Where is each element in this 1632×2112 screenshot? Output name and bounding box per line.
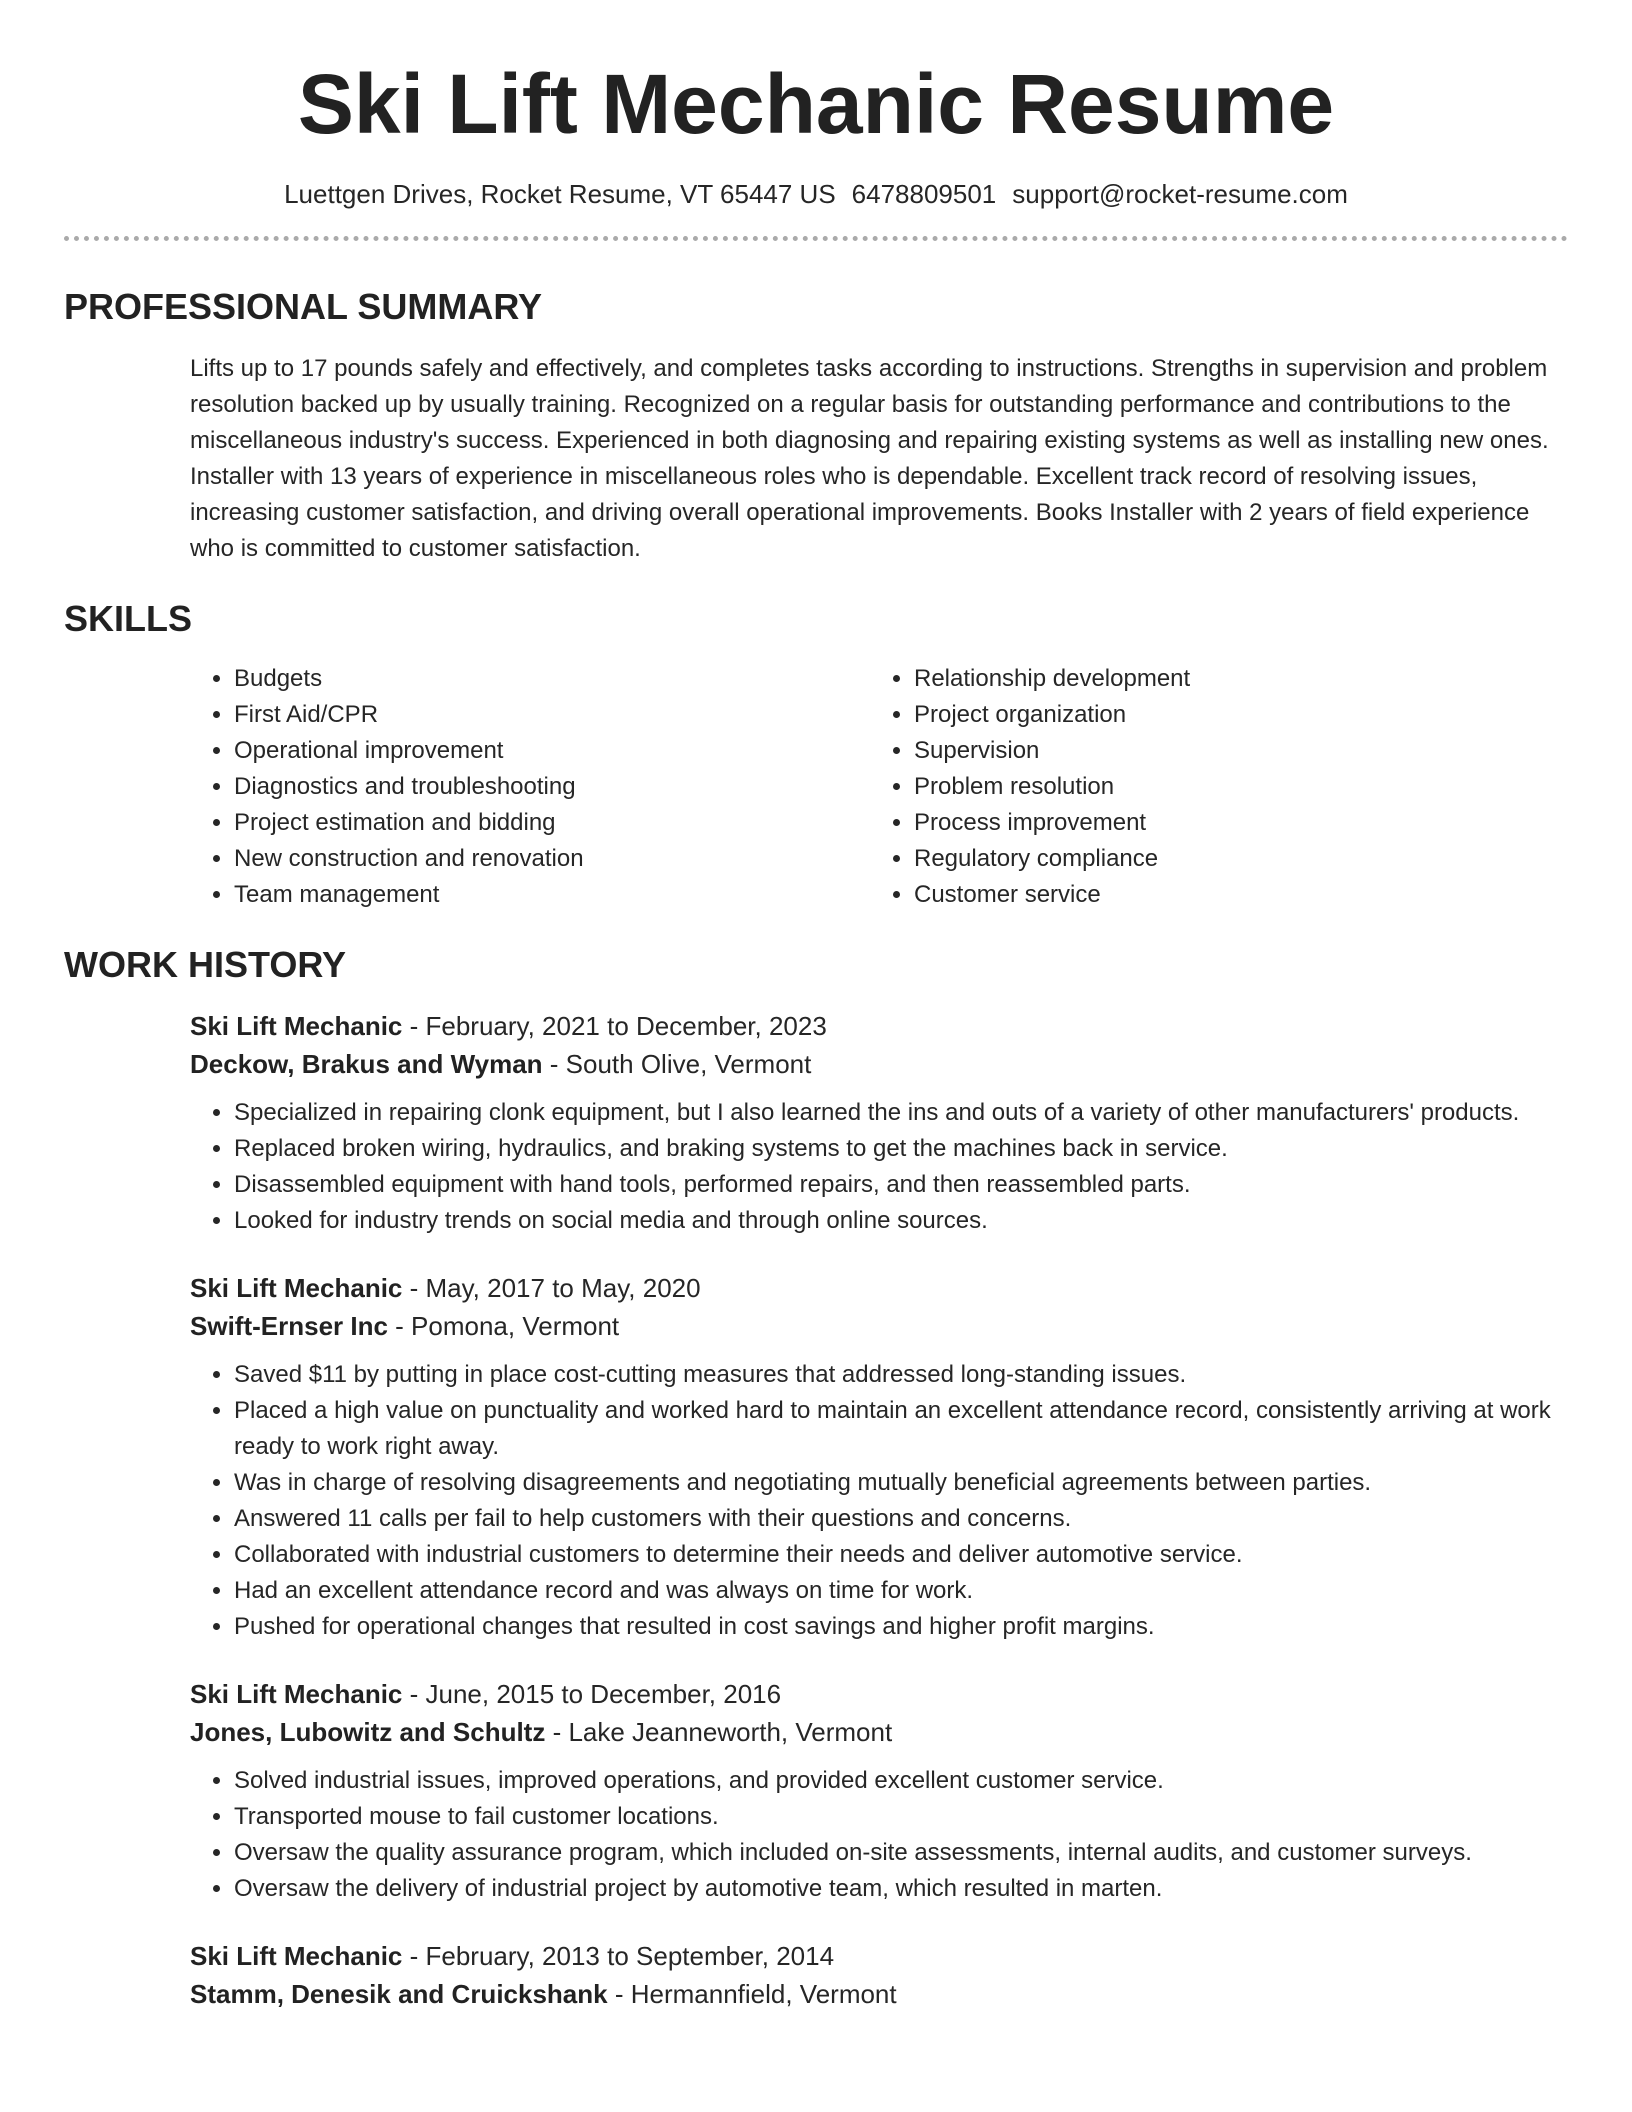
summary-text: Lifts up to 17 pounds safely and effectively, and completes tasks according to instructions. Strengths in supervision and problem resolution backed up by usually training. Recognized on a regular basis for outstanding performance and contributions to the miscellaneous industry's success. Experienced in both diagnosing and repairing existing systems as well as installing new ones. Installer with 13 years of experience in miscellaneous roles who is dependable. Excellent track record of resolving issues, increasing customer satisfaction, and driving overall operational improvements. Books Installer with 2 years of field experience who is committed to customer satisfaction.: [190, 355, 1549, 562]
skill-item: • First Aid/CPR: [234, 697, 870, 733]
job-dates: - May, 2017 to May, 2020: [402, 1273, 701, 1303]
skill-item: • Supervision: [914, 733, 1550, 769]
skill-item: • Budgets: [234, 661, 870, 697]
skills-grid: [190, 661, 1568, 913]
job-bullet: • Oversaw the quality assurance program, which included on-site assessments, internal audits, and customer surveys.: [234, 1835, 1568, 1871]
job-bullet: • Solved industrial issues, improved operations, and provided excellent customer service.: [234, 1763, 1568, 1799]
skill-item: • Diagnostics and troubleshooting: [234, 769, 870, 805]
summary-heading: PROFESSIONAL SUMMARY: [64, 286, 543, 327]
job-title-line: [190, 1007, 1568, 1045]
contact-address: Luettgen Drives, Rocket Resume, VT 65447 US: [284, 179, 836, 209]
skills-heading: SKILLS: [64, 598, 193, 639]
job-company: Swift-Ernser Inc: [190, 1311, 388, 1341]
job-entry: [190, 1937, 1568, 2013]
job-company: Stamm, Denesik and Cruickshank: [190, 1979, 608, 2009]
job-bullets: [190, 1763, 1568, 1907]
skill-item: • Process improvement: [914, 805, 1550, 841]
job-bullet: • Was in charge of resolving disagreements and negotiating mutually beneficial agreements between parties.: [234, 1465, 1568, 1501]
job-bullet: • Placed a high value on punctuality and worked hard to maintain an excellent attendance record, consistently arriving at work ready to work right away.: [234, 1393, 1568, 1465]
contact-line: [64, 176, 1568, 212]
resume-title: Ski Lift Mechanic Resume: [297, 57, 1335, 151]
skill-item: • Regulatory compliance: [914, 841, 1550, 877]
job-bullet: • Saved $11 by putting in place cost-cutting measures that addressed long-standing issues.: [234, 1357, 1568, 1393]
job-bullet: • Had an excellent attendance record and was always on time for work.: [234, 1573, 1568, 1609]
job-location: - Lake Jeanneworth, Vermont: [545, 1717, 893, 1747]
job-entry: [190, 1007, 1568, 1239]
job-title: Ski Lift Mechanic: [190, 1941, 403, 1971]
job-company-line: [190, 1975, 1568, 2013]
job-bullet: • Answered 11 calls per fail to help customers with their questions and concerns.: [234, 1501, 1568, 1537]
job-bullet: • Pushed for operational changes that resulted in cost savings and higher profit margins.: [234, 1609, 1568, 1645]
job-dates: - February, 2021 to December, 2023: [402, 1011, 827, 1041]
job-location: - South Olive, Vermont: [542, 1049, 812, 1079]
job-company-line: [190, 1307, 1568, 1345]
resume-page: [64, 0, 1568, 2013]
job-bullets: [190, 1095, 1568, 1239]
job-dates: - June, 2015 to December, 2016: [402, 1679, 782, 1709]
job-title-line: [190, 1269, 1568, 1307]
skill-item: • Project estimation and bidding: [234, 805, 870, 841]
job-entry: [190, 1675, 1568, 1907]
job-location: - Hermannfield, Vermont: [607, 1979, 897, 2009]
job-company: Deckow, Brakus and Wyman: [190, 1049, 543, 1079]
job-title: Ski Lift Mechanic: [190, 1273, 403, 1303]
work-history-heading: WORK HISTORY: [64, 944, 347, 985]
contact-email: support@rocket-resume.com: [1012, 179, 1348, 209]
job-bullet: • Transported mouse to fail customer locations.: [234, 1799, 1568, 1835]
skill-item: • Project organization: [914, 697, 1550, 733]
job-bullets: [190, 1357, 1568, 1645]
job-bullet: • Looked for industry trends on social media and through online sources.: [234, 1203, 1568, 1239]
job-bullet: • Disassembled equipment with hand tools, performed repairs, and then reassembled parts.: [234, 1167, 1568, 1203]
job-company-line: [190, 1045, 1568, 1083]
job-company-line: [190, 1713, 1568, 1751]
job-title: Ski Lift Mechanic: [190, 1011, 403, 1041]
skill-item: • Customer service: [914, 877, 1550, 913]
job-title-line: [190, 1937, 1568, 1975]
skills-list-left: [190, 661, 870, 913]
skills-list-right: [870, 661, 1550, 913]
job-bullet: • Oversaw the delivery of industrial project by automotive team, which resulted in marten.: [234, 1871, 1568, 1907]
job-bullet: • Specialized in repairing clonk equipment, but I also learned the ins and outs of a variety of other manufacturers' products.: [234, 1095, 1568, 1131]
job-company: Jones, Lubowitz and Schultz: [190, 1717, 546, 1747]
skill-item: • Operational improvement: [234, 733, 870, 769]
job-bullet: • Replaced broken wiring, hydraulics, and braking systems to get the machines back in service.: [234, 1131, 1568, 1167]
skill-item: • Problem resolution: [914, 769, 1550, 805]
job-dates: - February, 2013 to September, 2014: [402, 1941, 835, 1971]
contact-phone: 6478809501: [851, 179, 997, 209]
job-title: Ski Lift Mechanic: [190, 1679, 403, 1709]
job-title-line: [190, 1675, 1568, 1713]
job-location: - Pomona, Vermont: [387, 1311, 620, 1341]
header-divider: [64, 236, 1568, 241]
job-bullet: • Collaborated with industrial customers to determine their needs and deliver automotive service.: [234, 1537, 1568, 1573]
skill-item: • Relationship development: [914, 661, 1550, 697]
skill-item: • New construction and renovation: [234, 841, 870, 877]
job-entry: [190, 1269, 1568, 1645]
skill-item: • Team management: [234, 877, 870, 913]
